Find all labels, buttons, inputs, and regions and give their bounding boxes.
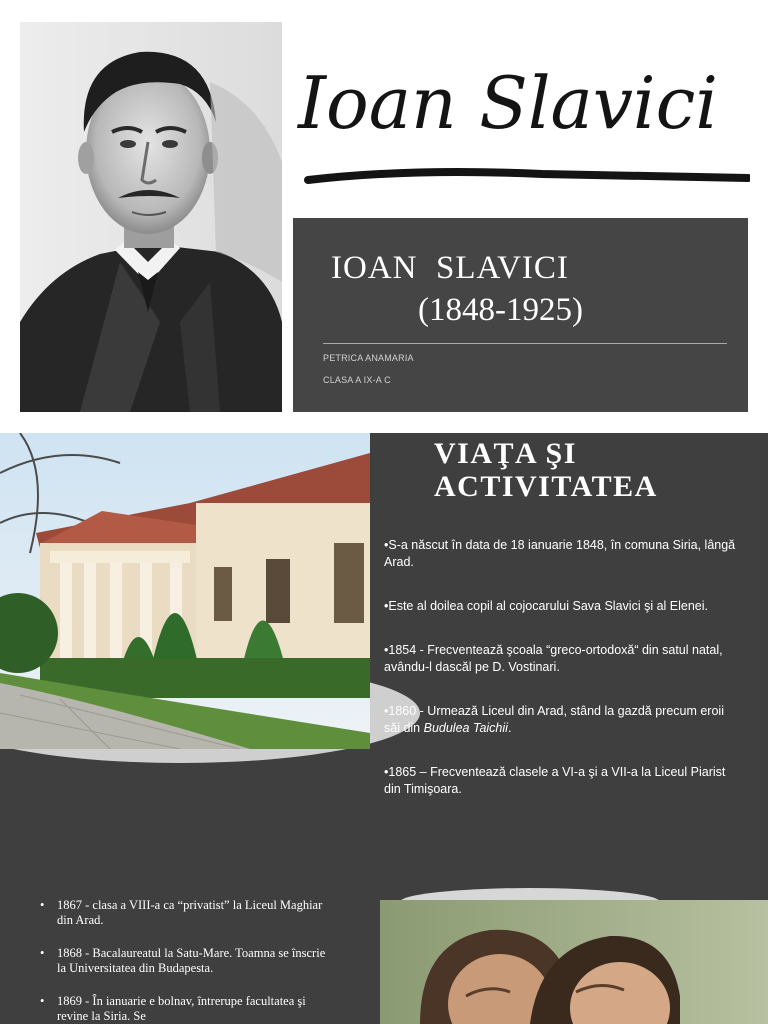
bullet-icon: • — [40, 898, 45, 912]
bullet-icon: • — [40, 994, 45, 1008]
book-title: Budulea Taichii — [423, 721, 508, 735]
fact-text: •1860 - Urmează Liceul din Arad, stând la gazdă precum eroii săi din — [384, 704, 724, 735]
fact-item — [384, 703, 736, 737]
author-name: PETRICA ANAMARIA — [323, 353, 414, 363]
timeline-list — [40, 898, 330, 1024]
title-panel — [293, 218, 748, 412]
fact-item: •1865 – Frecventează clasele a VI-a şi a VII-a la Liceul Piarist din Timişoara. — [384, 765, 726, 796]
bullet-icon: • — [40, 946, 45, 960]
class-label: CLASA A IX-A C — [323, 375, 391, 385]
fact-text-end: . — [507, 721, 512, 735]
timeline-text: 1869 - În ianuarie e bolnav, întrerupe facultatea şi revine la Siria. Se — [57, 994, 306, 1023]
timeline-text: 1868 - Bacalaureatul la Satu-Mare. Toamna se înscrie la Universitatea din Budapesta. — [57, 946, 326, 975]
fact-item: •S-a născut în data de 18 ianuarie 1848, în comuna Siria, lângă Arad. — [384, 538, 736, 569]
section-heading — [434, 437, 658, 503]
double-portrait-photo — [380, 900, 768, 1024]
section-heading-line2: ACTIVITATEA — [434, 470, 658, 503]
svg-text:Ioan Slavici: Ioan Slavici — [296, 61, 718, 145]
section-heading-line1: VIAŢA ŞI — [434, 437, 577, 470]
title-slide — [0, 0, 768, 425]
fact-item: •1854 - Frecventează şcoala “greco-ortodoxă“ din satul natal, avându-l dascăl pe D. Vostinari. — [384, 643, 723, 674]
biography-slide — [0, 433, 768, 888]
title-divider — [323, 343, 727, 344]
biography-facts — [384, 537, 736, 825]
timeline-item — [40, 946, 330, 976]
presentation-years: (1848-1925) — [418, 292, 583, 328]
timeline-item — [40, 898, 330, 928]
fact-item: •Este al doilea copil al cojocarului Sava Slavici şi al Elenei. — [384, 599, 708, 613]
signature-image — [292, 28, 750, 198]
presentation-title: IOAN SLAVICI — [331, 250, 569, 286]
memorial-house-photo — [0, 433, 370, 749]
timeline-item — [40, 994, 330, 1024]
portrait-photo — [20, 22, 282, 412]
timeline-text: 1867 - clasa a VIII-a ca “privatist” la Liceul Maghiar din Arad. — [57, 898, 323, 927]
timeline-slide — [0, 888, 768, 1024]
